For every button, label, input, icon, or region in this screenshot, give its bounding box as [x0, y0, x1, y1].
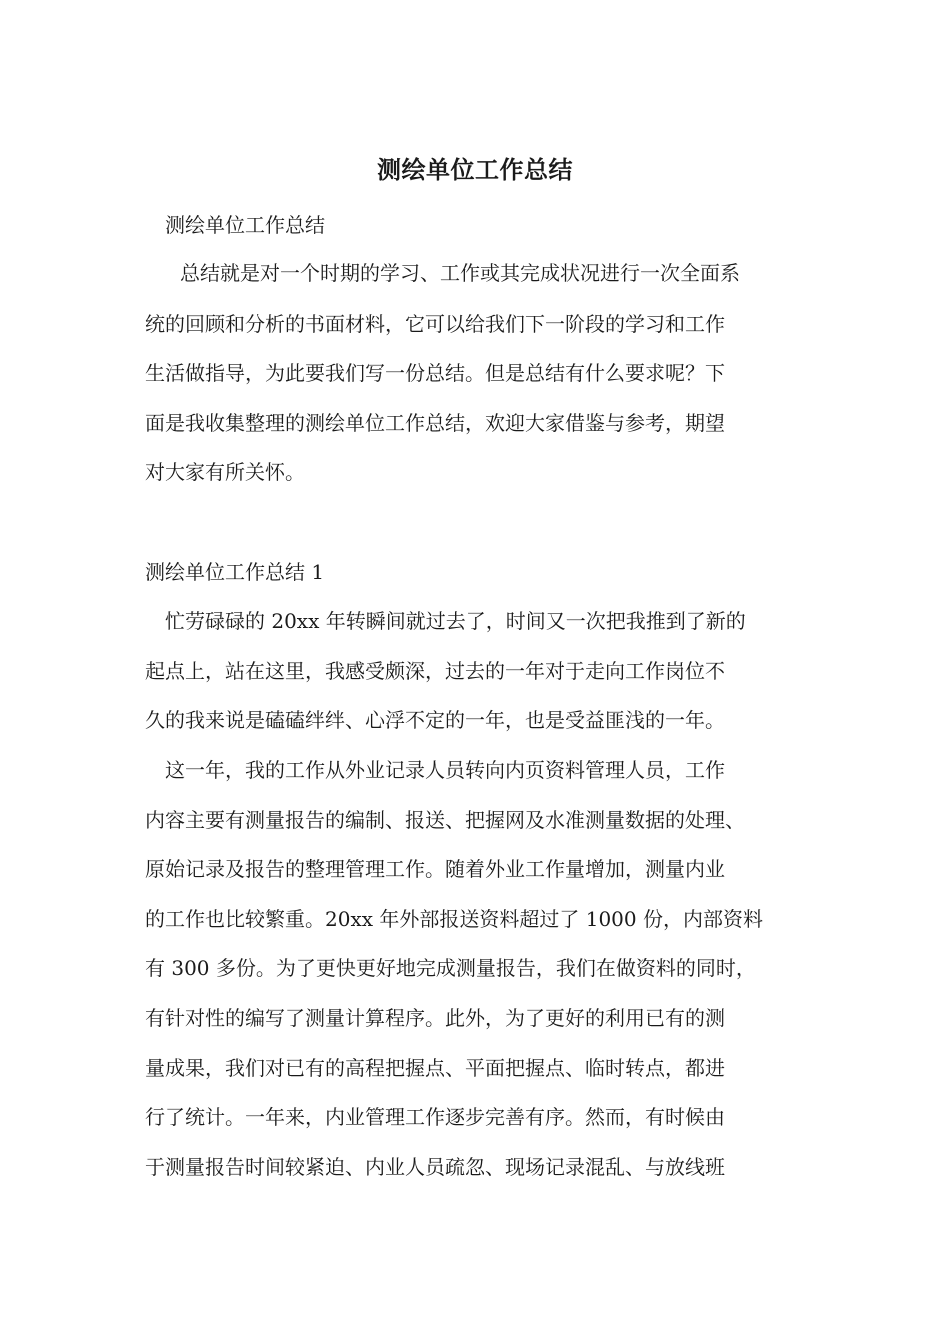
body-line: 内容主要有测量报告的编制、报送、把握网及水准测量数据的处理、: [145, 808, 745, 832]
body-line: 量成果，我们对已有的高程把握点、平面把握点、临时转点，都进: [145, 1056, 725, 1080]
intro-line: 面是我收集整理的测绘单位工作总结，欢迎大家借鉴与参考，期望: [145, 411, 725, 435]
body-line: 有 300 多份。为了更快更好地完成测量报告，我们在做资料的同时，: [145, 956, 756, 980]
body-line: 这一年，我的工作从外业记录人员转向内页资料管理人员，工作: [165, 758, 725, 782]
intro-line: 生活做指导，为此要我们写一份总结。但是总结有什么要求呢？下: [145, 361, 725, 385]
intro-line: 总结就是对一个时期的学习、工作或其完成状况进行一次全面系: [180, 261, 740, 285]
section-heading: 测绘单位工作总结 1: [145, 560, 325, 584]
body-line: 的工作也比较繁重。20xx 年外部报送资料超过了 1000 份，内部资料: [145, 907, 763, 931]
body-line: 起点上，站在这里，我感受颇深，过去的一年对于走向工作岗位不: [145, 659, 725, 683]
body-line: 忙劳碌碌的 20xx 年转瞬间就过去了，时间又一次把我推到了新的: [165, 609, 746, 633]
body-line: 原始记录及报告的整理管理工作。随着外业工作量增加，测量内业: [145, 857, 725, 881]
document-title: 测绘单位工作总结: [377, 155, 573, 184]
intro-line: 对大家有所关怀。: [145, 460, 305, 484]
body-line: 久的我来说是磕磕绊绊、心浮不定的一年，也是受益匪浅的一年。: [145, 708, 725, 732]
body-line: 行了统计。一年来，内业管理工作逐步完善有序。然而，有时候由: [145, 1105, 725, 1129]
document-subtitle: 测绘单位工作总结: [165, 213, 325, 237]
body-line: 于测量报告时间较紧迫、内业人员疏忽、现场记录混乱、与放线班: [145, 1155, 725, 1179]
body-line: 有针对性的编写了测量计算程序。此外，为了更好的利用已有的测: [145, 1006, 725, 1030]
intro-line: 统的回顾和分析的书面材料，它可以给我们下一阶段的学习和工作: [145, 312, 725, 336]
